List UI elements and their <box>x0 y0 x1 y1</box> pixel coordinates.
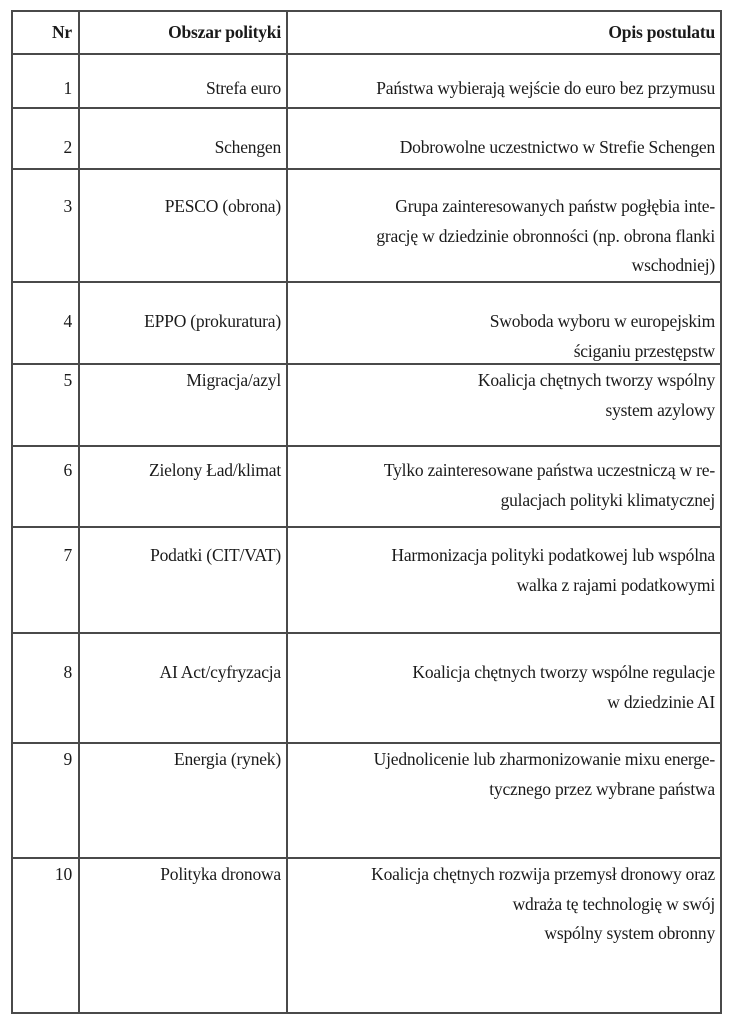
description-line: ściganiu przestępstw <box>573 340 715 361</box>
description-line: tycznego przez wybrane państwa <box>489 778 715 799</box>
row-area: Podatki (CIT/VAT) <box>80 528 288 632</box>
table-row <box>13 744 720 859</box>
row-area: Schengen <box>80 109 288 168</box>
description-line: Państwa wybierają wejście do euro bez przymusu <box>376 78 715 98</box>
description-line: Grupa zainteresowanych państw pogłębia inte- <box>395 196 715 216</box>
description-line: Swoboda wyboru w europejskim <box>489 311 715 331</box>
row-nr: 10 <box>13 859 80 1014</box>
row-nr: 5 <box>13 365 80 445</box>
header-nr: Nr <box>13 12 80 53</box>
row-nr: 7 <box>13 528 80 632</box>
description-line: wspólny system obronny <box>544 923 715 943</box>
description-line: system azylowy <box>605 399 715 420</box>
table-row <box>13 859 720 1014</box>
row-description <box>288 744 720 857</box>
row-area: PESCO (obrona) <box>80 170 288 281</box>
description-line: Koalicja chętnych tworzy wspólny <box>477 370 715 390</box>
header-area: Obszar polityki <box>80 12 288 53</box>
description-line: walka z rajami podatkowymi <box>516 574 715 595</box>
policy-table <box>11 10 722 1014</box>
row-description <box>288 109 720 168</box>
row-area: Zielony Ład/klimat <box>80 447 288 526</box>
header-description: Opis postulatu <box>608 22 715 42</box>
row-area: EPPO (prokuratura) <box>80 283 288 363</box>
description-line: Koalicja chętnych tworzy wspólne regulacje <box>412 662 715 682</box>
row-area: AI Act/cyfryzacja <box>80 634 288 742</box>
description-line: Tylko zainteresowane państwa uczestniczą w re- <box>383 460 715 480</box>
row-description <box>288 170 720 281</box>
table-row <box>13 447 720 528</box>
description-line: wdraża tę technologię w swój <box>512 893 715 914</box>
table-row <box>13 170 720 283</box>
table-row <box>13 634 720 744</box>
row-area: Energia (rynek) <box>80 744 288 857</box>
description-line: Ujednolicenie lub zharmonizowanie mixu energe- <box>373 749 715 769</box>
description-line: Dobrowolne uczestnictwo w Strefie Schengen <box>399 137 715 157</box>
row-description <box>288 447 720 526</box>
row-area: Strefa euro <box>80 55 288 107</box>
description-line: Harmonizacja polityki podatkowej lub wspólna <box>391 545 715 565</box>
row-nr: 4 <box>13 283 80 363</box>
row-area: Polityka dronowa <box>80 859 288 1014</box>
description-line: grację w dziedzinie obronności (np. obrona flanki <box>376 225 715 246</box>
description-line: wschodniej) <box>631 255 715 275</box>
row-nr: 2 <box>13 109 80 168</box>
table-row <box>13 109 720 170</box>
row-description <box>288 528 720 632</box>
row-description <box>288 55 720 107</box>
description-line: gulacjach polityki klimatycznej <box>500 489 715 510</box>
row-nr: 3 <box>13 170 80 281</box>
table-row <box>13 283 720 365</box>
description-line: w dziedzinie AI <box>607 691 715 712</box>
row-area: Migracja/azyl <box>80 365 288 445</box>
table-row <box>13 365 720 447</box>
table-row <box>13 528 720 634</box>
row-description <box>288 634 720 742</box>
row-nr: 1 <box>13 55 80 107</box>
row-description <box>288 859 720 1014</box>
description-line: Koalicja chętnych rozwija przemysł dronowy oraz <box>371 864 715 884</box>
row-description <box>288 365 720 445</box>
table-header-row <box>13 12 720 55</box>
row-nr: 6 <box>13 447 80 526</box>
row-description <box>288 283 720 363</box>
row-nr: 8 <box>13 634 80 742</box>
row-nr: 9 <box>13 744 80 857</box>
table-row <box>13 55 720 109</box>
